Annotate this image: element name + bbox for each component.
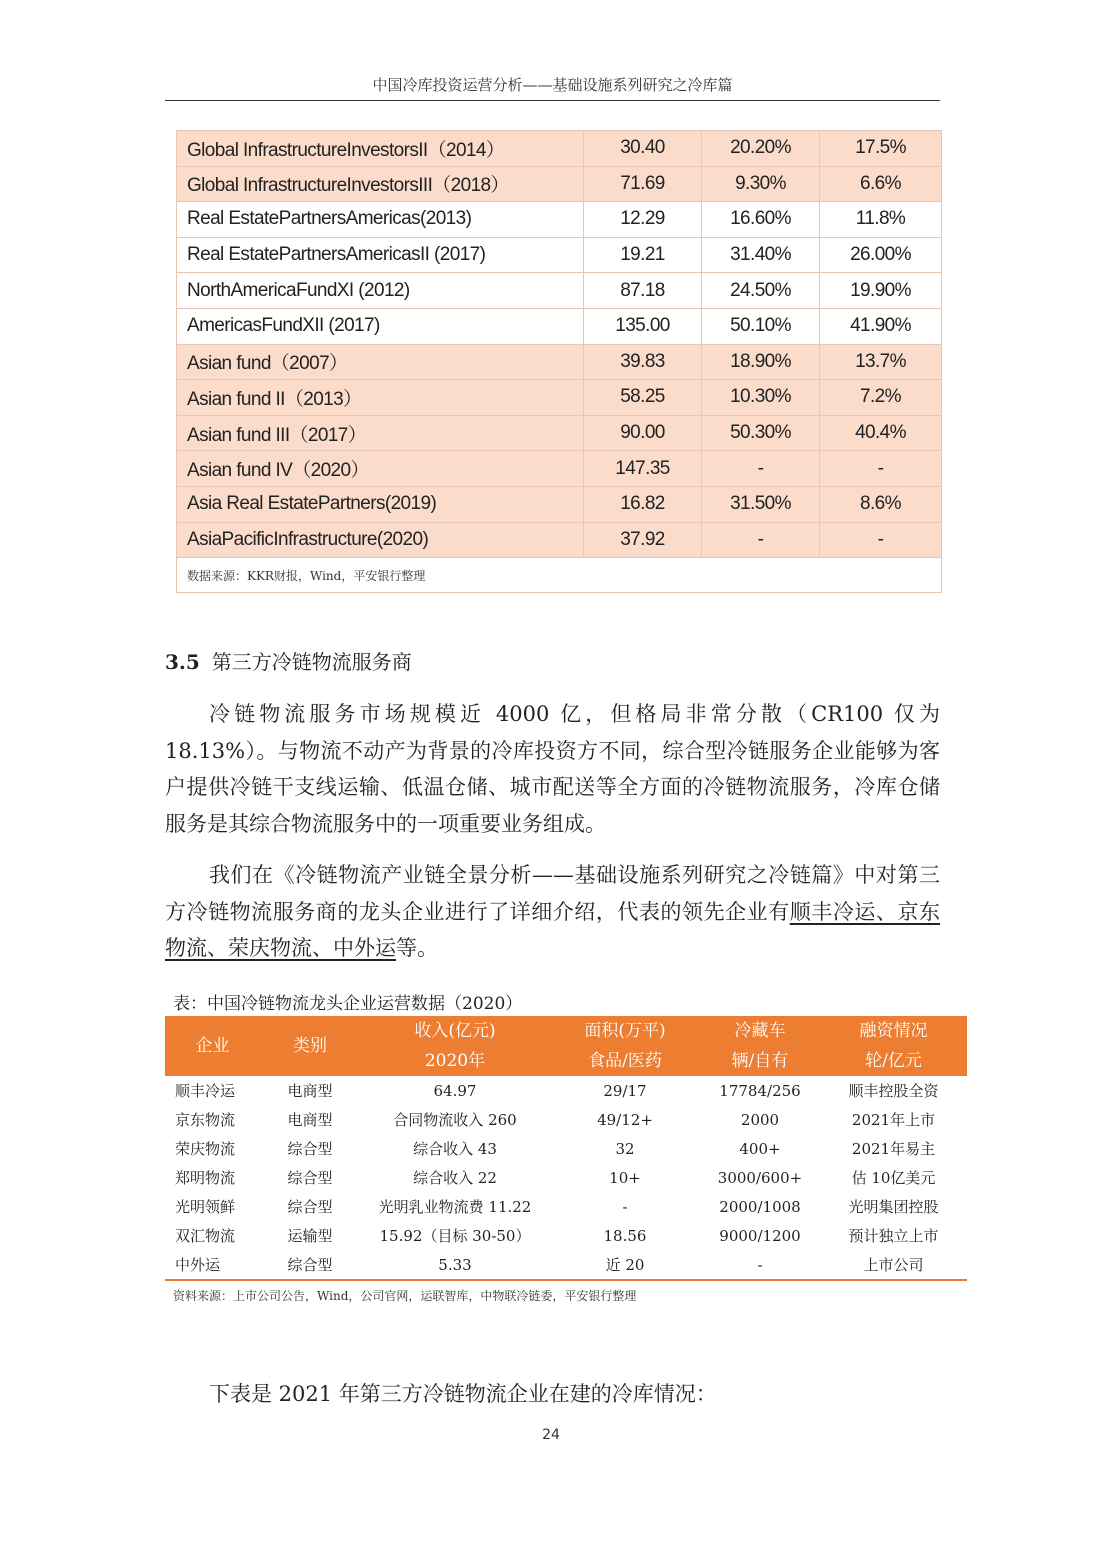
cold-chain-header-cell: 融资情况 轮/亿元: [820, 1016, 967, 1076]
cold-chain-cell: 电商型: [287, 1111, 333, 1129]
cold-chain-cell: 光明领鲜: [175, 1198, 236, 1216]
paragraph-leading-text: 我们在《冷链物流产业链全景分析——基础设施系列研究之冷链篇》中对第三方冷链物流服务商的龙头企业进行了详细介绍，代表的领先企业有: [165, 863, 940, 924]
cold-chain-cell: 顺丰控股全资: [848, 1082, 939, 1100]
cold-chain-cell: 15.92（目标 30-50）: [379, 1227, 531, 1245]
cold-chain-cell: -: [700, 1250, 820, 1280]
cold-chain-cell: 光明乳业物流费 11.22: [378, 1198, 532, 1216]
cold-chain-source: 资料来源：上市公司公告，Wind，公司官网，运联智库，中物联冷链委，平安银行整理: [173, 1289, 637, 1303]
cold-chain-cell: 郑明物流: [175, 1169, 236, 1187]
fund-value-cell: 58.25: [584, 380, 702, 416]
fund-table: [176, 130, 942, 593]
cold-chain-cell: 9000/1200: [719, 1226, 801, 1245]
cold-chain-row: [165, 1221, 967, 1250]
cold-chain-header-cell: 企业: [165, 1016, 260, 1076]
fund-name-cell: AmericasFundXII (2017): [177, 308, 584, 344]
page-number: 24: [542, 1427, 560, 1443]
fund-row: [177, 344, 942, 380]
cold-chain-cell: 综合型: [260, 1250, 360, 1280]
fund-rate2-cell: 11.8%: [820, 202, 942, 238]
table-caption: 表：中国冷链物流龙头企业运营数据（2020）: [173, 994, 523, 1014]
paragraph-leading-companies: [165, 857, 940, 967]
fund-rate1-cell: -: [702, 522, 820, 558]
fund-name-cell: Asia Real EstatePartners(2019): [177, 486, 584, 522]
fund-value-cell: 37.92: [584, 522, 702, 558]
fund-rate2-cell: 8.6%: [820, 486, 942, 522]
cold-chain-cell: 运输型: [287, 1227, 333, 1245]
cold-chain-cell: -: [622, 1197, 628, 1216]
fund-rate2-cell: 40.4%: [820, 415, 942, 451]
cold-chain-cell: 估 10亿美元: [851, 1169, 936, 1187]
fund-name-cell: Global InfrastructureInvestorsII（2014）: [177, 131, 584, 167]
fund-row: [177, 202, 942, 238]
fund-rate1-cell: 50.10%: [702, 308, 820, 344]
fund-name-cell: Asian fund（2007）: [177, 344, 584, 380]
fund-row: [177, 522, 942, 558]
fund-row: [177, 273, 942, 309]
cold-chain-cell: 2000/1008: [719, 1197, 801, 1216]
fund-row: [177, 237, 942, 273]
fund-rate2-cell: 26.00%: [820, 237, 942, 273]
fund-rate1-cell: 9.30%: [702, 166, 820, 202]
cold-chain-cell: 32: [615, 1139, 635, 1158]
fund-rate1-cell: 18.90%: [702, 344, 820, 380]
fund-value-cell: 16.82: [584, 486, 702, 522]
section-title: 第三方冷链物流服务商: [211, 650, 412, 674]
fund-source-row: [177, 558, 942, 593]
cold-chain-cell: 综合型: [287, 1198, 333, 1216]
fund-name-cell: Asian fund IV（2020）: [177, 451, 584, 487]
section-number: 3.5: [165, 650, 200, 674]
fund-name-cell: AsiaPacificInfrastructure(2020): [177, 522, 584, 558]
fund-rate1-cell: -: [702, 451, 820, 487]
paragraph-leading-tail: 等。: [396, 936, 438, 960]
cold-chain-cell: 3000/600+: [717, 1168, 803, 1187]
cold-chain-cell: 18.56: [603, 1226, 647, 1245]
cold-chain-table: [165, 1016, 967, 1281]
fund-row: [177, 486, 942, 522]
fund-row: [177, 451, 942, 487]
fund-rate1-cell: 24.50%: [702, 273, 820, 309]
fund-row: [177, 131, 942, 167]
cold-chain-row: [165, 1076, 967, 1105]
fund-name-cell: Asian fund II（2013）: [177, 380, 584, 416]
page-header: [165, 70, 940, 101]
fund-value-cell: 12.29: [584, 202, 702, 238]
fund-row: [177, 380, 942, 416]
cold-chain-cell: 顺丰冷运: [175, 1082, 236, 1100]
cold-chain-cell: 综合收入 43: [413, 1140, 497, 1158]
fund-rate1-cell: 31.50%: [702, 486, 820, 522]
fund-name-cell: NorthAmericaFundXI (2012): [177, 273, 584, 309]
fund-row: [177, 166, 942, 202]
cold-chain-cell: 光明集团控股: [848, 1198, 939, 1216]
fund-row: [177, 308, 942, 344]
cold-chain-cell: 中外运: [165, 1250, 260, 1280]
paragraph-market-overview: 冷链物流服务市场规模近 4000 亿，但格局非常分散（CR100 仅为 18.13%）。与物流不动产为背景的冷库投资方不同，综合型冷链服务企业能够为客户提供冷链干支线运输、低温仓储、城市配送等全方面的冷链物流服务，冷库仓储服务是其综合物流服务中的一项重要业务组成。: [165, 702, 940, 836]
cold-chain-cell: 荣庆物流: [175, 1140, 236, 1158]
fund-rate1-cell: 16.60%: [702, 202, 820, 238]
cold-chain-header-cell: 收入(亿元) 2020年: [360, 1016, 550, 1076]
fund-name-cell: Asian fund III（2017）: [177, 415, 584, 451]
fund-rate2-cell: -: [820, 451, 942, 487]
fund-value-cell: 39.83: [584, 344, 702, 380]
cold-chain-cell: 合同物流收入 260: [393, 1111, 517, 1129]
cold-chain-header-cell: 面积(万平) 食品/医药: [550, 1016, 700, 1076]
fund-rate2-cell: 19.90%: [820, 273, 942, 309]
fund-rate2-cell: 17.5%: [820, 131, 942, 167]
leading-companies-link: 顺丰冷运、京东物流、荣庆物流、中外运: [165, 899, 941, 960]
fund-rate1-cell: 10.30%: [702, 380, 820, 416]
cold-chain-cell: 2021年易主: [851, 1140, 936, 1158]
paragraph-next-table: 下表是 2021 年第三方冷链物流企业在建的冷库情况：: [209, 1382, 717, 1406]
cold-chain-row: [165, 1250, 967, 1280]
header-title: 中国冷库投资运营分析——基础设施系列研究之冷库篇: [372, 76, 733, 94]
cold-chain-cell: 双汇物流: [175, 1227, 236, 1245]
fund-rate2-cell: 41.90%: [820, 308, 942, 344]
fund-rate1-cell: 31.40%: [702, 237, 820, 273]
fund-rate2-cell: 6.6%: [820, 166, 942, 202]
cold-chain-table-body: [165, 1076, 967, 1280]
cold-chain-row: [165, 1105, 967, 1134]
cold-chain-row: [165, 1192, 967, 1221]
cold-chain-cell: 5.33: [360, 1250, 550, 1280]
cold-chain-cell: 上市公司: [820, 1250, 967, 1280]
cold-chain-row: [165, 1163, 967, 1192]
fund-name-cell: Real EstatePartnersAmericas(2013): [177, 202, 584, 238]
fund-value-cell: 90.00: [584, 415, 702, 451]
cold-chain-cell: 400+: [739, 1139, 781, 1158]
cold-chain-cell: 近 20: [550, 1250, 700, 1280]
cold-chain-cell: 综合收入 22: [413, 1169, 497, 1187]
cold-chain-cell: 电商型: [287, 1082, 333, 1100]
fund-row: [177, 415, 942, 451]
fund-value-cell: 135.00: [584, 308, 702, 344]
fund-value-cell: 87.18: [584, 273, 702, 309]
fund-value-cell: 19.21: [584, 237, 702, 273]
fund-value-cell: 71.69: [584, 166, 702, 202]
cold-chain-header-cell: 类别: [260, 1016, 360, 1076]
fund-rate2-cell: -: [820, 522, 942, 558]
fund-table-body: [177, 131, 942, 593]
cold-chain-cell: 10+: [609, 1168, 641, 1187]
section-heading: [165, 646, 412, 675]
cold-chain-header-cell: 冷藏车 辆/自有: [700, 1016, 820, 1076]
cold-chain-cell: 京东物流: [175, 1111, 236, 1129]
cold-chain-cell: 29/17: [603, 1081, 647, 1100]
cold-chain-cell: 49/12+: [597, 1110, 653, 1129]
cold-chain-cell: 17784/256: [719, 1081, 801, 1100]
fund-value-cell: 30.40: [584, 131, 702, 167]
cold-chain-cell: 2021年上市: [851, 1111, 936, 1129]
cold-chain-cell: 64.97: [433, 1081, 477, 1100]
cold-chain-cell: 综合型: [287, 1140, 333, 1158]
cold-chain-header-row: [165, 1016, 967, 1076]
cold-chain-cell: 预计独立上市: [848, 1227, 939, 1245]
fund-value-cell: 147.35: [584, 451, 702, 487]
fund-rate2-cell: 7.2%: [820, 380, 942, 416]
fund-rate2-cell: 13.7%: [820, 344, 942, 380]
fund-name-cell: Real EstatePartnersAmericasII (2017): [177, 237, 584, 273]
fund-name-cell: Global InfrastructureInvestorsIII（2018）: [177, 166, 584, 202]
fund-rate1-cell: 20.20%: [702, 131, 820, 167]
cold-chain-cell: 2000: [740, 1110, 780, 1129]
cold-chain-cell: 综合型: [287, 1169, 333, 1187]
fund-table-source: 数据来源：KKR财报，Wind，平安银行整理: [177, 558, 942, 593]
fund-rate1-cell: 50.30%: [702, 415, 820, 451]
cold-chain-row: [165, 1134, 967, 1163]
